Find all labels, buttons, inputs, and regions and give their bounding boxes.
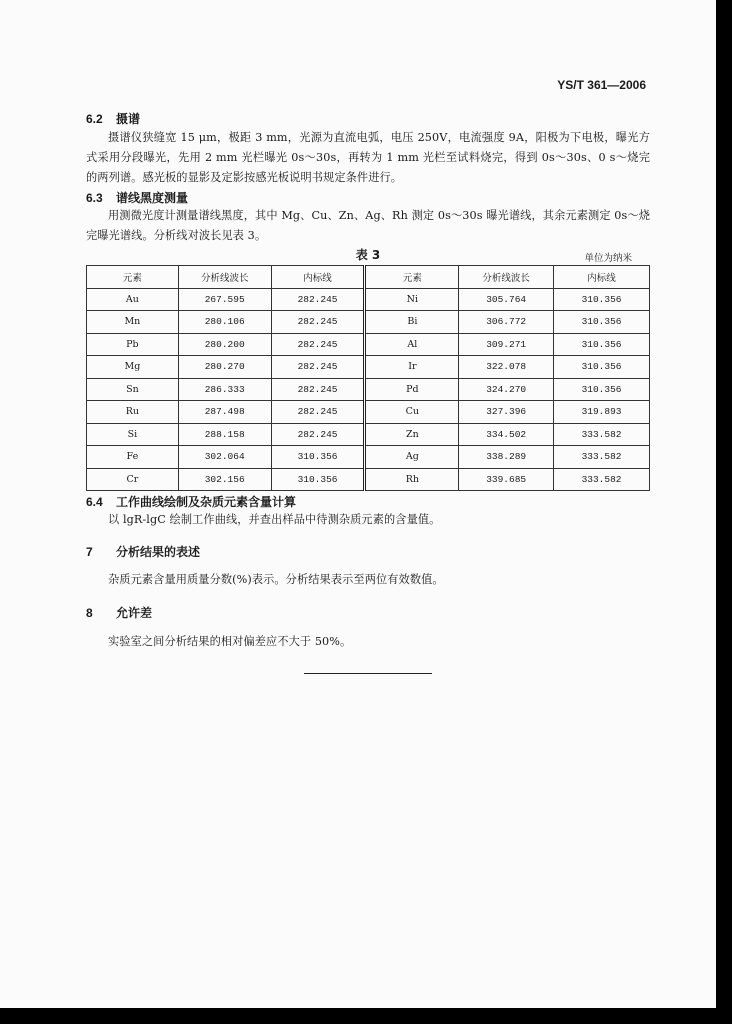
internal-standard-cell: 282.245: [271, 311, 365, 334]
section-6-4-body: 以 lgR-lgC 绘制工作曲线，并查出样品中待测杂质元素的含量值。: [108, 513, 441, 526]
analysis-line-cell: 334.502: [459, 423, 554, 446]
internal-standard-cell: 333.582: [554, 446, 650, 469]
analysis-line-cell: 288.158: [178, 423, 271, 446]
element-cell: Zn: [365, 423, 459, 446]
header-internal-standard: 内标线: [271, 266, 365, 289]
internal-standard-cell: 310.356: [554, 333, 650, 356]
element-cell: Fe: [87, 446, 179, 469]
element-cell: Au: [87, 288, 179, 311]
table-caption: 表 3: [355, 248, 381, 262]
section-title: 允许差: [116, 606, 153, 620]
header-element: 元素: [87, 266, 179, 289]
element-cell: Si: [87, 423, 179, 446]
end-rule: [304, 673, 432, 674]
element-cell: Ni: [365, 288, 459, 311]
internal-standard-cell: 282.245: [271, 378, 365, 401]
table-header-row: [87, 266, 650, 289]
element-cell: Mn: [87, 311, 179, 334]
internal-standard-cell: 282.245: [271, 288, 365, 311]
standard-code: YS/T 361—2006: [557, 78, 646, 92]
section-number: 6.4: [86, 495, 103, 509]
analysis-line-cell: 267.595: [178, 288, 271, 311]
analysis-line-cell: 339.685: [459, 468, 554, 491]
section-title: 分析结果的表述: [116, 545, 201, 559]
wavelength-table: [86, 265, 650, 491]
analysis-line-cell: 309.271: [459, 333, 554, 356]
internal-standard-cell: 282.245: [271, 423, 365, 446]
internal-standard-cell: 282.245: [271, 333, 365, 356]
element-cell: Ir: [365, 356, 459, 379]
analysis-line-cell: 287.498: [178, 401, 271, 424]
section-title: 摄谱: [116, 112, 141, 126]
section-6-4-heading: [86, 493, 296, 510]
analysis-line-cell: 280.270: [178, 356, 271, 379]
element-cell: Cr: [87, 468, 179, 491]
internal-standard-cell: 310.356: [271, 468, 365, 491]
table-row: [87, 423, 650, 446]
internal-standard-cell: 310.356: [554, 378, 650, 401]
section-number: 7: [86, 545, 93, 559]
internal-standard-cell: 333.582: [554, 423, 650, 446]
section-8-body: 实验室之间分析结果的相对偏差应不大于 50%。: [108, 635, 352, 648]
section-title: 工作曲线绘制及杂质元素含量计算: [116, 495, 297, 509]
table-unit: 单位为纳米: [584, 253, 632, 264]
section-6-2-heading: [86, 110, 140, 127]
header-internal-standard: 内标线: [554, 266, 650, 289]
table-row: [87, 288, 650, 311]
element-cell: Pd: [365, 378, 459, 401]
analysis-line-cell: 327.396: [459, 401, 554, 424]
analysis-line-cell: 338.289: [459, 446, 554, 469]
analysis-line-cell: 322.078: [459, 356, 554, 379]
internal-standard-cell: 310.356: [554, 356, 650, 379]
analysis-line-cell: 306.772: [459, 311, 554, 334]
section-title: 谱线黑度测量: [116, 191, 189, 205]
element-cell: Bi: [365, 311, 459, 334]
element-cell: Sn: [87, 378, 179, 401]
table-row: [87, 311, 650, 334]
section-7-heading: [86, 543, 200, 560]
analysis-line-cell: 305.764: [459, 288, 554, 311]
section-6-3-body: 用测微光度计测量谱线黑度，其中 Mg、Cu、Zn、Ag、Rh 测定 0s～30s 曝光谱线，其余元素测定 0s～烧完曝光谱线。分析线对波长见表 3。: [86, 209, 650, 242]
internal-standard-cell: 310.356: [271, 446, 365, 469]
table-row: [87, 446, 650, 469]
element-cell: Mg: [87, 356, 179, 379]
analysis-line-cell: 302.156: [178, 468, 271, 491]
element-cell: Al: [365, 333, 459, 356]
table-row: [87, 401, 650, 424]
element-cell: Ag: [365, 446, 459, 469]
section-6-2-body: 摄谱仪狭缝宽 15 μm，极距 3 mm，光源为直流电弧，电压 250V，电流强度 9A，阳极为下电极，曝光方式采用分段曝光，先用 2 mm 光栏曝光 0s～30s，再转为 1 mm 光栏至试料烧完，得到 0s～30s、0 s～烧完的两列谱。感光板的显影及定影按感光板说明书规定条件进行。: [86, 131, 650, 184]
internal-standard-cell: 310.356: [554, 311, 650, 334]
section-number: 8: [86, 606, 93, 620]
header-element: 元素: [365, 266, 459, 289]
element-cell: Ru: [87, 401, 179, 424]
section-8-heading: [86, 604, 152, 621]
internal-standard-cell: 319.893: [554, 401, 650, 424]
analysis-line-cell: 286.333: [178, 378, 271, 401]
section-number: 6.3: [86, 191, 103, 205]
table-row: [87, 468, 650, 491]
table-row: [87, 378, 650, 401]
analysis-line-cell: 280.106: [178, 311, 271, 334]
analysis-line-cell: 302.064: [178, 446, 271, 469]
table-row: [87, 356, 650, 379]
element-cell: Pb: [87, 333, 179, 356]
table-body: [87, 288, 650, 491]
internal-standard-cell: 310.356: [554, 288, 650, 311]
table-row: [87, 333, 650, 356]
header-analysis-line: 分析线波长: [178, 266, 271, 289]
analysis-line-cell: 280.200: [178, 333, 271, 356]
section-7-body: 杂质元素含量用质量分数(%)表示。分析结果表示至两位有效数值。: [108, 573, 444, 586]
element-cell: Cu: [365, 401, 459, 424]
section-6-3-heading: [86, 189, 188, 206]
section-number: 6.2: [86, 112, 103, 126]
element-cell: Rh: [365, 468, 459, 491]
header-analysis-line: 分析线波长: [459, 266, 554, 289]
internal-standard-cell: 333.582: [554, 468, 650, 491]
internal-standard-cell: 282.245: [271, 356, 365, 379]
analysis-line-cell: 324.270: [459, 378, 554, 401]
internal-standard-cell: 282.245: [271, 401, 365, 424]
